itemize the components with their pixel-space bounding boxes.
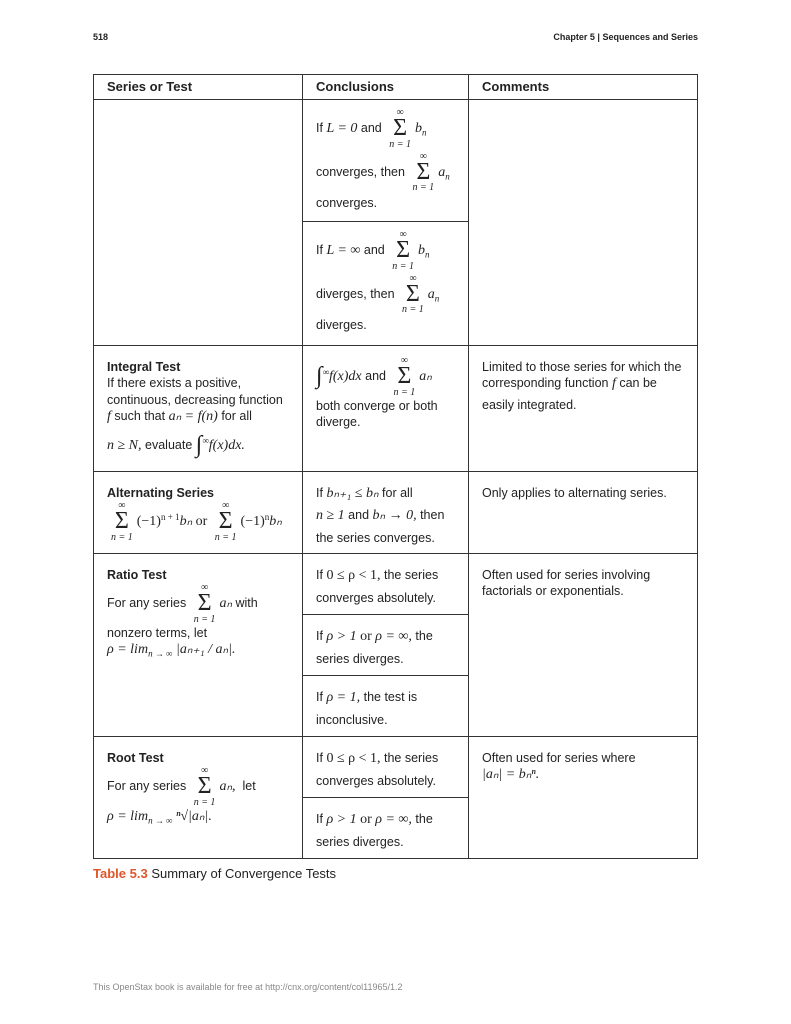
math-text: Σ — [197, 773, 212, 800]
math-text: for all — [221, 408, 252, 423]
math-text: then — [420, 508, 445, 523]
math-text: b — [415, 121, 422, 137]
math-text: n = 1 — [412, 182, 435, 194]
alternating-comment: Only applies to alternating series. — [469, 472, 698, 554]
math-text: Σ — [397, 363, 412, 389]
math-text: n — [264, 512, 270, 523]
math-text — [316, 108, 455, 150]
math-text: the series converges absolutely. — [316, 568, 439, 605]
math-text: If — [316, 812, 323, 826]
math-text: ∞ — [400, 355, 408, 366]
page-number: 518 — [93, 32, 109, 42]
math-text: bₙ → 0, — [372, 508, 417, 524]
sum-symbol — [215, 501, 237, 543]
math-text: such that — [114, 408, 166, 423]
math-text: or — [195, 514, 208, 530]
math-text: If — [316, 243, 323, 258]
math-text: n = 1 — [393, 386, 416, 398]
math-text: ∞ — [202, 435, 209, 446]
math-text: for all — [382, 486, 413, 500]
math-text: |aₙ₊₁ / aₙ|. — [175, 642, 236, 658]
math-text: n = 1 — [193, 796, 216, 808]
math-text: L = 0 — [326, 121, 358, 137]
math-text: Σ — [416, 158, 431, 185]
math-text: aₙ — [219, 596, 233, 612]
math-text: ρ = lim — [107, 808, 149, 824]
math-text: and — [360, 121, 382, 136]
math-text: Σ — [114, 508, 129, 535]
math-text: bₙ — [269, 514, 282, 530]
math-text — [107, 808, 289, 827]
math-text: Alternating Series — [107, 486, 214, 500]
math-text: L = ∞ — [326, 243, 361, 259]
math-text: a — [427, 286, 435, 302]
integral-comment — [469, 346, 698, 472]
math-text: ∞ — [322, 366, 329, 377]
math-text — [107, 430, 289, 461]
column-header-comments: Comments — [469, 75, 698, 100]
math-text: Table 5.3 — [93, 866, 148, 881]
math-text: If — [316, 690, 323, 704]
math-text: f(x)dx — [329, 369, 362, 385]
root-conclusion-converges — [303, 737, 469, 798]
math-text: can be — [619, 376, 657, 391]
math-text: If there exists a positive, continuous, decreasing function — [107, 376, 283, 407]
root-conclusion-diverges — [303, 798, 469, 859]
alternating-series-cell — [94, 472, 303, 554]
math-text: and — [365, 369, 386, 384]
math-text: ρ = ∞, — [375, 629, 412, 644]
math-text: If — [316, 121, 323, 136]
table-caption — [93, 866, 336, 881]
math-text: and — [363, 243, 385, 258]
math-text: ∞ — [396, 107, 404, 118]
column-header-conclusions: Conclusions — [303, 75, 469, 100]
math-text: bₙ — [179, 514, 193, 530]
math-text: ⁿ√|aₙ|. — [175, 808, 212, 824]
ratio-conclusion-diverges — [303, 615, 469, 676]
math-text — [107, 501, 289, 543]
math-text — [316, 152, 455, 194]
math-text: with — [235, 596, 258, 611]
math-text: Σ — [218, 508, 233, 535]
math-text: the series converges absolutely. — [316, 751, 439, 788]
math-text: ∞ — [222, 500, 230, 512]
math-text: and — [348, 508, 370, 523]
math-text: n ≥ N, — [107, 437, 142, 453]
sum-symbol — [412, 152, 434, 194]
math-text: f — [611, 376, 616, 392]
math-text: f(x)dx. — [208, 437, 245, 453]
math-text: ∞ — [200, 582, 209, 594]
math-text: n + 1 — [160, 512, 180, 523]
math-text: the series diverges. — [316, 629, 433, 666]
math-text: n = 1 — [402, 304, 424, 316]
math-text: 0 ≤ ρ < 1, — [326, 568, 381, 583]
math-text: (−1) — [136, 514, 161, 530]
math-text: ∞ — [409, 272, 417, 284]
math-text: n — [445, 171, 450, 182]
math-text: ρ > 1 — [326, 812, 357, 827]
math-text: let — [242, 779, 256, 794]
root-comment — [469, 737, 698, 859]
math-text: Σ — [396, 237, 411, 263]
math-text — [316, 274, 455, 316]
comparison-comment-cell — [469, 100, 698, 346]
column-header-series: Series or Test — [94, 75, 303, 100]
math-text: 0 ≤ ρ < 1, — [326, 751, 381, 766]
math-text: If — [316, 486, 323, 500]
math-text: ρ = 1, — [326, 690, 361, 705]
math-text — [107, 766, 289, 808]
footer-text: This OpenStax book is available for free at http://cnx.org/content/col11965/1.2 — [93, 982, 403, 992]
sum-symbol — [111, 501, 133, 543]
comparison-conclusion-2 — [303, 222, 469, 346]
math-text — [107, 408, 289, 426]
math-text — [316, 356, 455, 398]
math-text: b — [417, 243, 425, 259]
math-text: easily integrated. — [482, 398, 577, 413]
math-text: ∞ — [118, 500, 126, 512]
integral-symbol: ∫ — [316, 363, 323, 390]
math-text: ∞ — [200, 765, 209, 777]
sum-symbol — [389, 108, 411, 150]
math-text: nonzero terms, let — [107, 625, 208, 640]
math-text: n = 1 — [389, 138, 411, 150]
math-text: evaluate — [145, 437, 193, 452]
math-text: a — [438, 164, 446, 180]
math-text: n = 1 — [111, 531, 133, 543]
math-text: Often used for series where — [482, 751, 636, 765]
integral-test-cell — [94, 346, 303, 472]
root-test-cell — [94, 737, 303, 859]
math-text: n ≥ 1 — [316, 508, 345, 524]
math-text: n → ∞ — [148, 815, 173, 826]
ratio-test-cell — [94, 554, 303, 737]
math-text: ρ > 1 — [326, 629, 357, 644]
math-text: or — [360, 629, 372, 644]
math-text: For any series — [107, 779, 187, 794]
math-text: converges, then — [316, 164, 405, 179]
comparison-series-cell — [94, 100, 303, 346]
math-text: Root Test — [107, 751, 164, 765]
sum-symbol — [194, 583, 216, 625]
math-text: Ratio Test — [107, 568, 167, 582]
math-text: If — [316, 751, 323, 765]
sum-symbol — [392, 230, 414, 272]
math-text — [316, 230, 455, 272]
math-text: If — [316, 568, 323, 582]
sum-symbol — [402, 274, 424, 316]
math-text: the series diverges. — [316, 812, 433, 849]
math-text: Summary of Convergence Tests — [151, 866, 337, 881]
integral-symbol: ∫ — [195, 431, 203, 458]
math-text: For any series — [107, 596, 187, 611]
ratio-comment: Often used for series involving factorials or exponentials. — [469, 554, 698, 737]
math-text: n = 1 — [214, 531, 237, 543]
math-text: or — [360, 812, 372, 827]
sum-symbol — [194, 766, 216, 808]
integral-conclusion — [303, 346, 469, 472]
chapter-title: Chapter 5 | Sequences and Series — [553, 32, 698, 42]
sum-symbol — [393, 356, 415, 398]
math-text: the series converges. — [316, 530, 435, 545]
math-text: bₙ₊₁ ≤ bₙ — [326, 486, 379, 501]
math-text: n = 1 — [392, 260, 414, 272]
math-text: aₙ — [419, 369, 432, 385]
ratio-conclusion-converges — [303, 554, 469, 615]
math-text — [107, 583, 289, 625]
math-text: ρ = lim — [107, 642, 149, 658]
math-text: n — [434, 293, 440, 304]
convergence-tests-table — [93, 74, 698, 859]
math-text: aₙ, — [219, 779, 236, 795]
math-text: |aₙ| = bₙⁿ. — [482, 767, 540, 783]
math-text: n — [422, 127, 427, 138]
math-text: (−1) — [240, 514, 265, 530]
math-text: Σ — [197, 590, 212, 617]
math-text: f — [107, 408, 111, 424]
math-text: diverges, then — [316, 286, 395, 301]
math-text: ∞ — [399, 229, 407, 240]
math-text: If — [316, 629, 323, 643]
math-text — [107, 641, 289, 660]
math-text: both converge or both diverge. — [316, 398, 438, 429]
alternating-conclusion — [303, 472, 469, 554]
math-text: Limited to those series for which the corresponding function — [482, 360, 682, 391]
math-text: Σ — [393, 115, 408, 141]
math-text: the test is inconclusive. — [316, 690, 418, 727]
math-text: aₙ = f(n) — [168, 408, 218, 424]
math-text: Σ — [405, 280, 420, 307]
math-text: diverges. — [316, 318, 367, 333]
math-text: converges. — [316, 196, 378, 211]
math-text: n — [424, 249, 430, 260]
math-text: n = 1 — [193, 613, 216, 625]
math-text: ρ = ∞, — [375, 812, 412, 827]
ratio-conclusion-inconclusive — [303, 676, 469, 737]
comparison-conclusion-1 — [303, 100, 469, 222]
math-text: n → ∞ — [148, 648, 173, 659]
math-text: Integral Test — [107, 360, 181, 374]
math-text: ∞ — [419, 150, 427, 162]
